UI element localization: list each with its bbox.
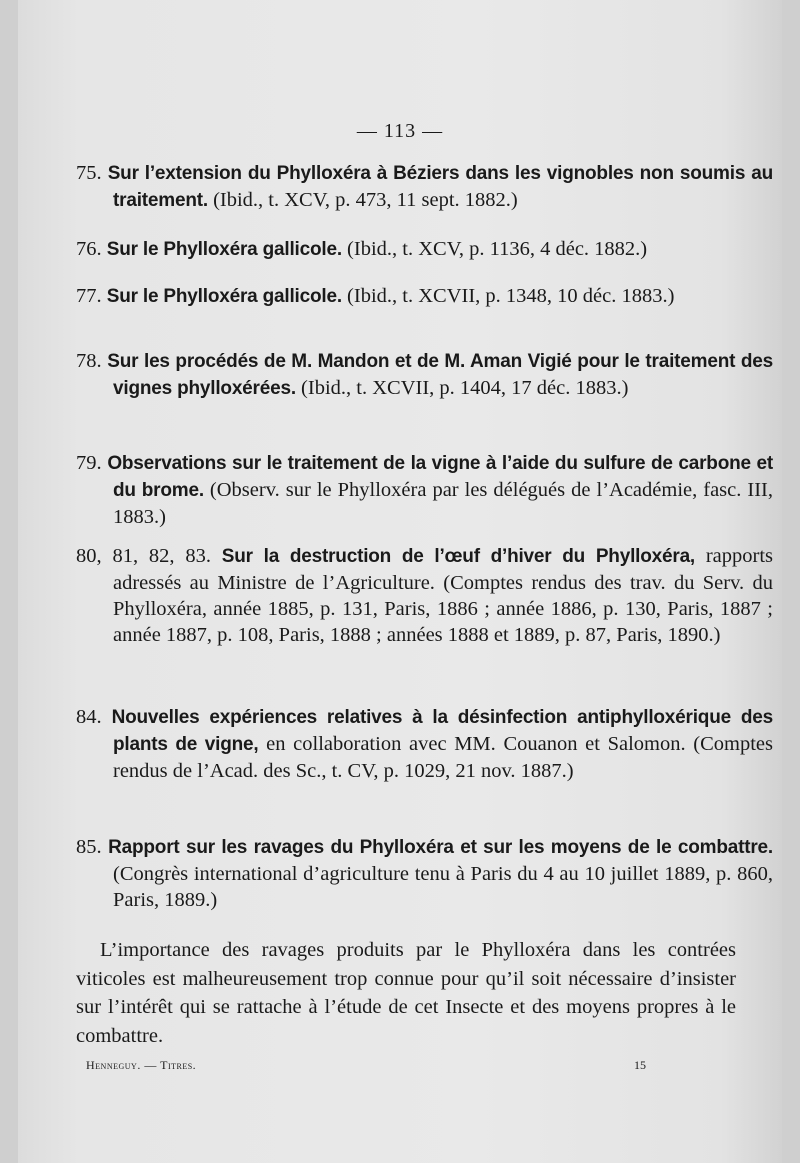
entry-number: 75. [76, 162, 102, 184]
bibliography-entry-75 [76, 160, 773, 214]
entry-title: Sur la destruction de l’œuf d’hiver du Phylloxéra, [221, 546, 696, 567]
bibliography-entry-79 [76, 450, 773, 530]
entry-citation: (Ibid., t. XCV, p. 473, 11 sept. 1882.) [207, 189, 518, 211]
entry-citation: (Ibid., t. XCVII, p. 1348, 10 déc. 1883.) [341, 285, 675, 307]
bibliography-entry-76 [76, 236, 773, 263]
entry-number: 79. [76, 452, 102, 474]
page-number: — 113 — [356, 120, 444, 142]
entry-citation: (Congrès international d’agriculture tenu à Paris du 4 au 10 juillet 1889, p. 860, Paris, 1889.) [113, 863, 773, 911]
footer-signature: Henneguy. — Titres. [86, 1058, 197, 1072]
entry-title: Observations sur le traitement de la vigne à l’aide du sulfure de carbone et du brome. [107, 453, 773, 501]
entry-number: 78. [76, 350, 102, 372]
entry-number: 77. [76, 285, 102, 307]
entry-title: Nouvelles expériences relatives à la désinfection antiphylloxérique des plants de vigne, [111, 707, 774, 755]
entry-citation: (Ibid., t. XCV, p. 1136, 4 déc. 1882.) [341, 238, 648, 260]
entry-title: Rapport sur les ravages du Phylloxéra et sur les moyens de le combattre. [108, 837, 773, 858]
entry-title: Sur l’extension du Phylloxéra à Béziers dans les vignobles non soumis au traitement. [107, 163, 773, 211]
entry-number: 84. [76, 706, 102, 728]
entry-title: Sur le Phylloxéra gallicole. [106, 239, 342, 260]
entry-citation: (Observ. sur le Phylloxéra par les délégués de l’Académie, fasc. III, 1883.) [113, 479, 773, 528]
entry-citation: (Ibid., t. XCVII, p. 1404, 17 déc. 1883.) [295, 377, 629, 399]
entry-number: 76. [76, 238, 102, 260]
bibliography-entry-78 [76, 348, 773, 402]
entry-title: Sur le Phylloxéra gallicole. [106, 286, 342, 307]
bibliography-entry-80-83 [76, 543, 773, 648]
entry-citation: en collaboration avec MM. Couanon et Salomon. (Comptes rendus de l’Acad. des Sc., t. CV, p. 1029, 21 nov. 1887.) [113, 733, 774, 782]
entry-number: 85. [76, 836, 102, 858]
footer-signature-mark: 15 [634, 1058, 646, 1072]
entry-number: 80, 81, 82, 83. [76, 545, 211, 567]
bibliography-entry-77 [76, 283, 773, 310]
book-page [18, 0, 782, 1163]
bibliography-entry-85 [76, 834, 773, 913]
bibliography-entry-84 [76, 704, 773, 784]
entry-title: Sur les procédés de M. Mandon et de M. Aman Vigié pour le traitement des vignes phylloxérées. [107, 351, 773, 399]
body-paragraph: L’importance des ravages produits par le Phylloxéra dans les contrées viticoles est malheureusement trop connue pour qu’il soit nécessaire d’insister sur l’intérêt qui se rattache à l’étude de cet Insecte et des moyens propres à le combattre. [76, 939, 736, 1047]
entry-citation: rapports adressés au Ministre de l’Agriculture. (Comptes rendus des trav. du Serv. du Phylloxéra, année 1885, p. 131, Paris, 1886 ; année 1886, p. 130, Paris, 1887 ; année 1887, p. 108, Paris, 1888 ; années 1888 et 1889, p. 87, Paris, 1890.) [113, 545, 774, 646]
